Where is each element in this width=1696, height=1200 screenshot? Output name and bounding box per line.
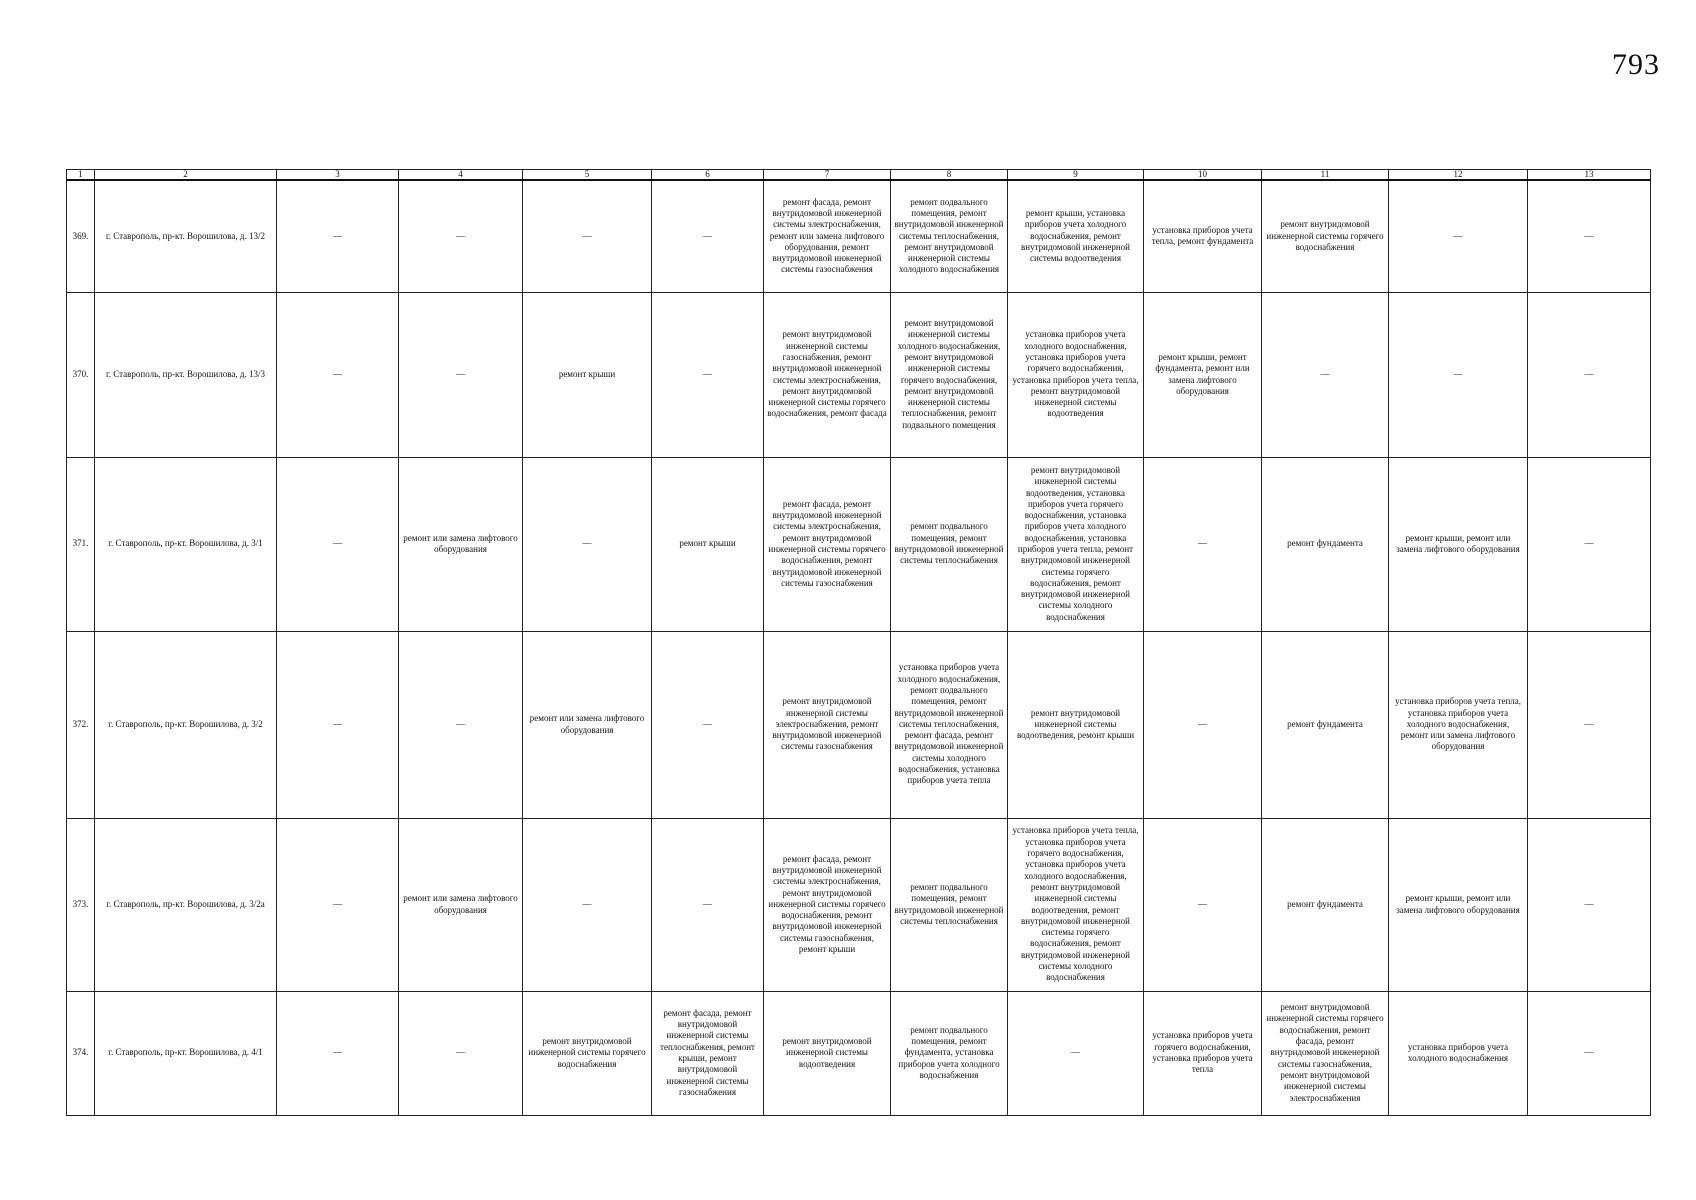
table-cell: — xyxy=(523,180,652,292)
row-address: г. Ставрополь, пр-кт. Ворошилова, д. 13/3 xyxy=(95,292,277,457)
column-number: 3 xyxy=(277,170,399,181)
table-cell: ремонт или замена лифтового оборудования xyxy=(399,457,523,631)
column-number: 6 xyxy=(652,170,764,181)
table-cell: — xyxy=(1528,818,1651,991)
table-cell: ремонт внутридомовой инженерной системы горячего водоснабжения, ремонт фасада, ремонт внутридомовой инженерной системы газоснабжения, ремонт внутридомовой инженерной системы электроснабжения xyxy=(1262,991,1389,1115)
table-cell: ремонт фасада, ремонт внутридомовой инженерной системы электроснабжения, ремонт внутридомовой инженерной системы горячего водоснабжения, ремонт внутридомовой инженерной системы газоснабжения xyxy=(764,457,891,631)
table-cell: ремонт подвального помещения, ремонт внутридомовой инженерной системы теплоснабжения xyxy=(891,457,1008,631)
table-cell: установка приборов учета тепла, установка приборов учета холодного водоснабжения, ремонт или замена лифтового оборудования xyxy=(1389,631,1528,818)
table-cell: — xyxy=(1144,457,1262,631)
table-cell: ремонт крыши, ремонт фундамента, ремонт или замена лифтового оборудования xyxy=(1144,292,1262,457)
table-cell: ремонт внутридомовой инженерной системы газоснабжения, ремонт внутридомовой инженерной системы электроснабжения, ремонт внутридомовой инженерной системы горячего водоснабжения, ремонт фасада xyxy=(764,292,891,457)
table-cell: ремонт крыши xyxy=(652,457,764,631)
table-cell: ремонт внутридомовой инженерной системы горячего водоснабжения xyxy=(1262,180,1389,292)
table-cell: — xyxy=(277,457,399,631)
table-row xyxy=(67,818,1651,991)
table-cell: установка приборов учета холодного водоснабжения, установка приборов учета горячего водоснабжения, установка приборов учета тепла, ремонт внутридомовой инженерной системы водоотведения xyxy=(1008,292,1144,457)
table-cell: ремонт фундамента xyxy=(1262,457,1389,631)
table-cell: — xyxy=(277,631,399,818)
table-cell: — xyxy=(399,631,523,818)
repair-schedule-table xyxy=(66,169,1651,1116)
table-cell: ремонт фасада, ремонт внутридомовой инженерной системы электроснабжения, ремонт или замена лифтового оборудования, ремонт внутридомовой инженерной системы газоснабжения xyxy=(764,180,891,292)
row-address: г. Ставрополь, пр-кт. Ворошилова, д. 3/2 xyxy=(95,631,277,818)
column-number-row xyxy=(67,170,1651,181)
table-cell: — xyxy=(399,991,523,1115)
table-cell: установка приборов учета холодного водоснабжения xyxy=(1389,991,1528,1115)
table-cell: ремонт подвального помещения, ремонт внутридомовой инженерной системы теплоснабжения xyxy=(891,818,1008,991)
row-number: 374. xyxy=(67,991,95,1115)
table-cell: ремонт крыши, установка приборов учета холодного водоснабжения, ремонт внутридомовой инженерной системы водоотведения xyxy=(1008,180,1144,292)
table-cell: ремонт внутридомовой инженерной системы горячего водоснабжения xyxy=(523,991,652,1115)
table-cell: ремонт внутридомовой инженерной системы водоотведения, ремонт крыши xyxy=(1008,631,1144,818)
table-cell: — xyxy=(1389,292,1528,457)
table-cell: — xyxy=(1262,292,1389,457)
column-number: 4 xyxy=(399,170,523,181)
column-number: 1 xyxy=(67,170,95,181)
table-cell: — xyxy=(399,292,523,457)
row-address: г. Ставрополь, пр-кт. Ворошилова, д. 4/1 xyxy=(95,991,277,1115)
table-cell: — xyxy=(1389,180,1528,292)
table-cell: ремонт внутридомовой инженерной системы водоотведения xyxy=(764,991,891,1115)
table-row xyxy=(67,991,1651,1115)
table-cell: — xyxy=(523,818,652,991)
row-number: 371. xyxy=(67,457,95,631)
table-cell: — xyxy=(277,818,399,991)
table-cell: ремонт фасада, ремонт внутридомовой инженерной системы электроснабжения, ремонт внутридомовой инженерной системы горячего водоснабжения, ремонт внутридомовой инженерной системы газоснабжения, ремонт крыши xyxy=(764,818,891,991)
column-number: 5 xyxy=(523,170,652,181)
table-row xyxy=(67,180,1651,292)
column-number: 2 xyxy=(95,170,277,181)
table-cell: — xyxy=(1528,991,1651,1115)
table-cell: — xyxy=(1528,457,1651,631)
row-number: 369. xyxy=(67,180,95,292)
column-number: 13 xyxy=(1528,170,1651,181)
table-cell: — xyxy=(652,292,764,457)
table-cell: установка приборов учета горячего водоснабжения, установка приборов учета тепла xyxy=(1144,991,1262,1115)
table-cell: установка приборов учета холодного водоснабжения, ремонт подвального помещения, ремонт внутридомовой инженерной системы теплоснабжения, ремонт фасада, ремонт внутридомовой инженерной системы холодного водоснабжения, установка приборов учета тепла xyxy=(891,631,1008,818)
table-cell: ремонт внутридомовой инженерной системы холодного водоснабжения, ремонт внутридомовой инженерной системы горячего водоснабжения, ремонт внутридомовой инженерной системы теплоснабжения, ремонт подвального помещения xyxy=(891,292,1008,457)
table-cell: — xyxy=(1528,180,1651,292)
table-cell: ремонт или замена лифтового оборудования xyxy=(523,631,652,818)
column-number: 9 xyxy=(1008,170,1144,181)
table-cell: — xyxy=(277,180,399,292)
table-cell: — xyxy=(1008,991,1144,1115)
table-cell: ремонт крыши, ремонт или замена лифтового оборудования xyxy=(1389,457,1528,631)
table-cell: ремонт фундамента xyxy=(1262,818,1389,991)
table-cell: ремонт крыши, ремонт или замена лифтового оборудования xyxy=(1389,818,1528,991)
table-cell: ремонт внутридомовой инженерной системы водоотведения, установка приборов учета горячего водоснабжения, установка приборов учета холодного водоснабжения, установка приборов учета тепла, ремонт внутридомовой инженерной системы горячего водоснабжения, ремонт внутридомовой инженерной системы холодного водоснабжения xyxy=(1008,457,1144,631)
table-cell: — xyxy=(652,818,764,991)
table-cell: ремонт фасада, ремонт внутридомовой инженерной системы теплоснабжения, ремонт крыши, ремонт внутридомовой инженерной системы газоснабжения xyxy=(652,991,764,1115)
row-address: г. Ставрополь, пр-кт. Ворошилова, д. 3/1 xyxy=(95,457,277,631)
table-cell: ремонт или замена лифтового оборудования xyxy=(399,818,523,991)
table-cell: — xyxy=(277,292,399,457)
table-cell: — xyxy=(652,631,764,818)
column-number: 12 xyxy=(1389,170,1528,181)
row-number: 372. xyxy=(67,631,95,818)
table-cell: — xyxy=(399,180,523,292)
table-cell: ремонт крыши xyxy=(523,292,652,457)
table-row xyxy=(67,457,1651,631)
table-cell: — xyxy=(1528,631,1651,818)
table-row xyxy=(67,631,1651,818)
table-cell: ремонт внутридомовой инженерной системы электроснабжения, ремонт внутридомовой инженерной системы газоснабжения xyxy=(764,631,891,818)
table-cell: — xyxy=(277,991,399,1115)
table-cell: установка приборов учета тепла, установка приборов учета горячего водоснабжения, установка приборов учета холодного водоснабжения, ремонт внутридомовой инженерной системы водоотведения, ремонт внутридомовой инженерной системы горячего водоснабжения, ремонт внутридомовой инженерной системы холодного водоснабжения xyxy=(1008,818,1144,991)
page-number: 793 xyxy=(1612,48,1660,81)
row-number: 373. xyxy=(67,818,95,991)
table-cell: ремонт фундамента xyxy=(1262,631,1389,818)
table-cell: установка приборов учета тепла, ремонт фундамента xyxy=(1144,180,1262,292)
column-number: 7 xyxy=(764,170,891,181)
table-cell: — xyxy=(1144,818,1262,991)
table-cell: — xyxy=(1144,631,1262,818)
column-number: 11 xyxy=(1262,170,1389,181)
table-row xyxy=(67,292,1651,457)
table-cell: — xyxy=(652,180,764,292)
row-address: г. Ставрополь, пр-кт. Ворошилова, д. 13/2 xyxy=(95,180,277,292)
column-number: 8 xyxy=(891,170,1008,181)
row-number: 370. xyxy=(67,292,95,457)
row-address: г. Ставрополь, пр-кт. Ворошилова, д. 3/2а xyxy=(95,818,277,991)
table-cell: ремонт подвального помещения, ремонт фундамента, установка приборов учета холодного водоснабжения xyxy=(891,991,1008,1115)
column-number: 10 xyxy=(1144,170,1262,181)
table-cell: — xyxy=(1528,292,1651,457)
table-cell: ремонт подвального помещения, ремонт внутридомовой инженерной системы теплоснабжения, ремонт внутридомовой инженерной системы холодного водоснабжения xyxy=(891,180,1008,292)
table-cell: — xyxy=(523,457,652,631)
